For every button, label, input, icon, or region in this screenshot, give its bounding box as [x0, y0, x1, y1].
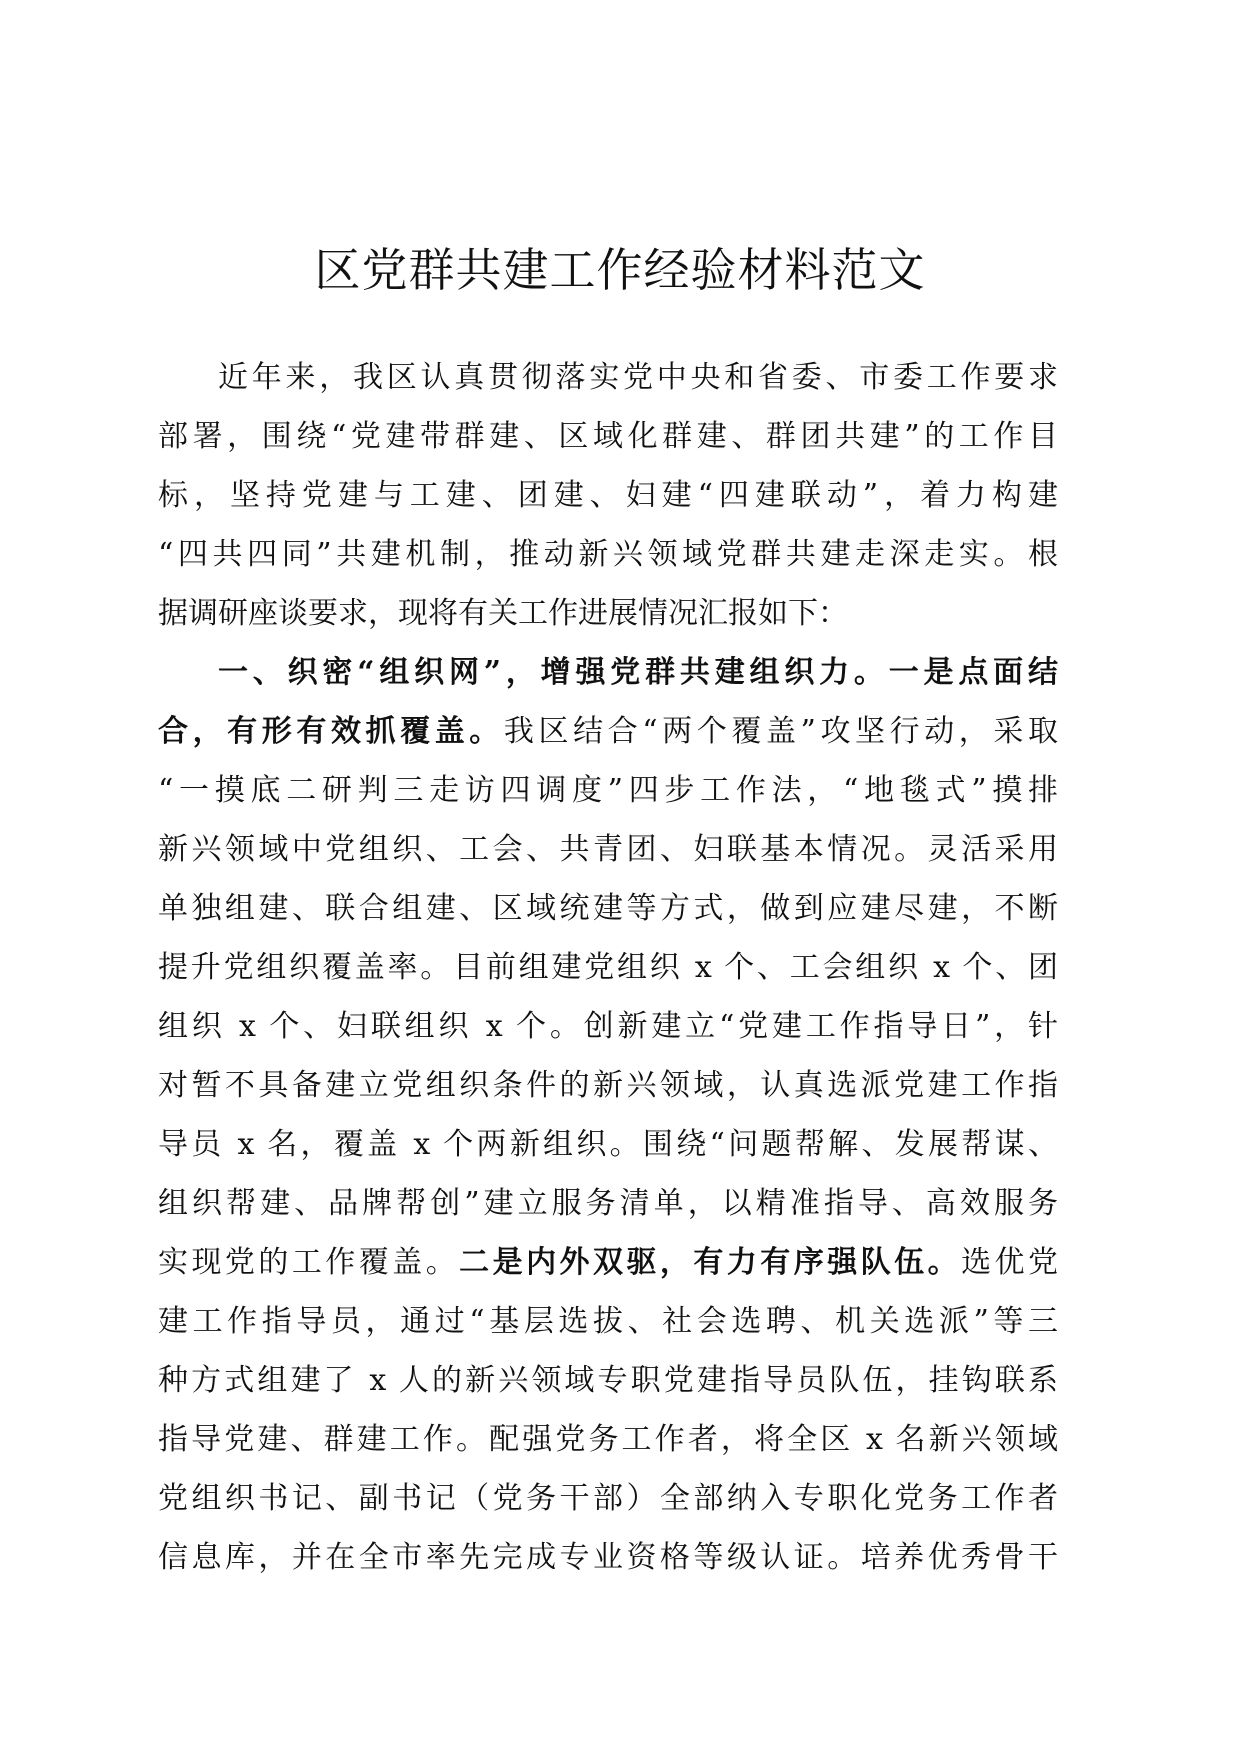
bold-subheading: 合，有形有效抓覆盖。 — [158, 714, 504, 749]
document-body — [158, 348, 1058, 1587]
paragraph-line: 近年来，我区认真贯彻落实党中央和省委、市委工作要求 — [218, 360, 1058, 395]
paragraph-text: 我区结合“两个覆盖”攻坚行动，采取 — [503, 714, 1058, 749]
paragraph-line: 部署，围绕“党建带群建、区域化群建、群团共建”的工作目 — [158, 419, 1058, 454]
paragraph-line: 指导党建、群建工作。配强党务工作者，将全区 x 名新兴领域 — [158, 1422, 1058, 1457]
paragraph-line: 种方式组建了 x 人的新兴领域专职党建指导员队伍，挂钩联系 — [158, 1363, 1058, 1398]
paragraph-line — [158, 702, 1058, 761]
paragraph-line: 标，坚持党建与工建、团建、妇建“四建联动”，着力构建 — [158, 478, 1058, 513]
bold-subheading: 二是内外双驱，有力有序强队伍。 — [459, 1245, 962, 1280]
paragraph-text: 实现党的工作覆盖。 — [158, 1245, 460, 1280]
paragraph-line: 党组织书记、副书记（党务干部）全部纳入专职化党务工作者 — [158, 1481, 1058, 1516]
paragraph-line: 建工作指导员，通过“基层选拔、社会选聘、机关选派”等三 — [158, 1304, 1058, 1339]
paragraph-line: 提升党组织覆盖率。目前组建党组织 x 个、工会组织 x 个、团 — [158, 950, 1058, 985]
paragraph-line: 信息库，并在全市率先完成专业资格等级认证。培养优秀骨干 — [158, 1540, 1058, 1575]
paragraph-line — [158, 1233, 1058, 1292]
paragraph-line: 组织 x 个、妇联组织 x 个。创新建立“党建工作指导日”，针 — [158, 1009, 1058, 1044]
paragraph-line: 据调研座谈要求，现将有关工作进展情况汇报如下： — [158, 596, 848, 631]
document-title: 区党群共建工作经验材料范文 — [314, 243, 926, 297]
paragraph-line: 单独组建、联合组建、区域统建等方式，做到应建尽建，不断 — [158, 891, 1058, 926]
paragraph-text: 选优党 — [961, 1245, 1058, 1280]
paragraph-line: 组织帮建、品牌帮创”建立服务清单，以精准指导、高效服务 — [158, 1186, 1058, 1221]
paragraph-line: “一摸底二研判三走访四调度”四步工作法，“地毯式”摸排 — [158, 773, 1058, 808]
paragraph-line: “四共四同”共建机制，推动新兴领域党群共建走深走实。根 — [158, 537, 1058, 572]
paragraph-line: 导员 x 名，覆盖 x 个两新组织。围绕“问题帮解、发展帮谋、 — [158, 1127, 1058, 1162]
paragraph-line: 新兴领域中党组织、工会、共青团、妇联基本情况。灵活采用 — [158, 832, 1058, 867]
paragraph-line: 对暂不具备建立党组织条件的新兴领域，认真选派党建工作指 — [158, 1068, 1058, 1103]
section-heading-line: 一、织密“组织网”，增强党群共建组织力。一是点面结 — [218, 655, 1058, 690]
